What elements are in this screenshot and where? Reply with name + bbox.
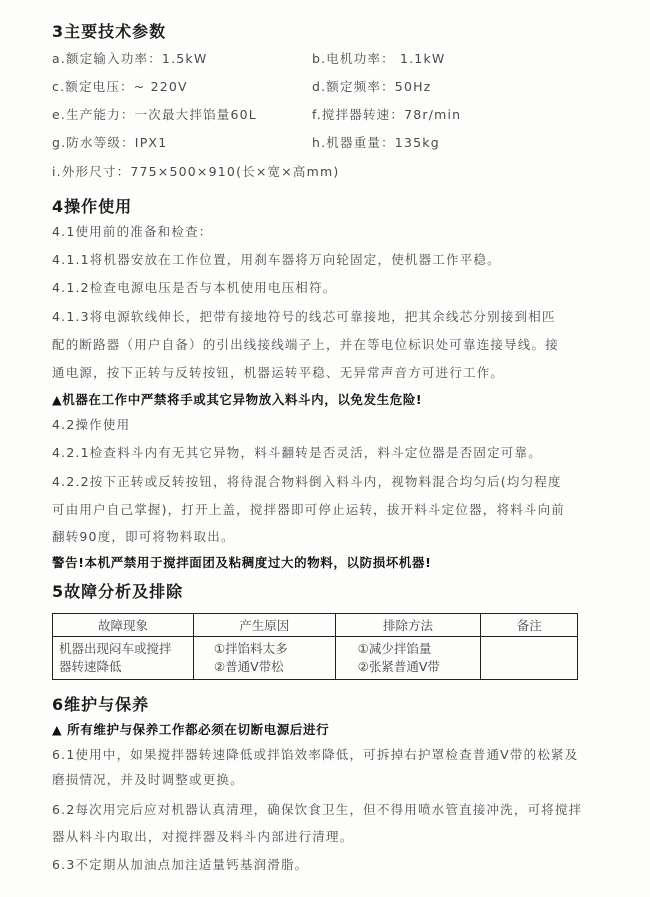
paragraph-line: 通电源，按下正转与反转按钮，机器运转平稳、无异常声音方可进行工作。 xyxy=(52,365,505,380)
warning-dough: 警告!本机严禁用于搅拌面团及粘稠度过大的物料，以防损坏机器! xyxy=(52,555,432,570)
cell-cause xyxy=(193,637,335,680)
param-h: h.机器重量：135kg xyxy=(312,135,440,150)
param-g: g.防水等级：IPX1 xyxy=(52,135,168,150)
section-6-title: 6维护与保养 xyxy=(52,695,150,714)
paragraph-line: 可由用户自己掌握)，打开上盖，搅拌器即可停止运转，拔开料斗定位器，将料斗向前 xyxy=(52,502,565,517)
paragraph-line: 磨损情况，并及时调整或更换。 xyxy=(52,772,244,787)
cell-line: 机器出现闷车或搅拌 xyxy=(59,641,172,656)
table-header-row xyxy=(53,614,578,637)
cell-line: ②张紧普通V带 xyxy=(357,659,440,674)
param-e: e.生产能力：一次最大拌馅量60L xyxy=(52,107,257,122)
cell-line: ②普通V带松 xyxy=(213,659,284,674)
param-b: b.电机功率： 1.1kW xyxy=(312,51,446,66)
paragraph-line: 6.1使用中，如果搅拌器转速降低或拌馅效率降低，可拆掉右护罩检查普通V带的松紧及 xyxy=(52,747,579,762)
table-row xyxy=(53,637,578,680)
warning-hands: ▲机器在工作中严禁将手或其它异物放入料斗内，以免发生危险! xyxy=(52,392,423,407)
paragraph-line: 4.2操作使用 xyxy=(52,417,131,432)
param-c: c.额定电压：~ 220V xyxy=(52,79,188,94)
section-3-title: 3主要技术参数 xyxy=(52,22,167,41)
paragraph-line: 4.1.1将机器安放在工作位置，用刹车器将万向轮固定，使机器工作平稳。 xyxy=(52,252,501,267)
paragraph-line: 6.2每次用完后应对机器认真清理，确保饮食卫生，但不得用喷水管直接冲洗，可将搅拌 xyxy=(52,802,583,817)
troubleshooting-table xyxy=(52,613,578,680)
cell-line: 器转速降低 xyxy=(59,659,122,674)
warning-power-off: ▲ 所有维护与保养工作都必须在切断电源后进行 xyxy=(52,722,330,737)
param-a: a.额定输入功率：1.5kW xyxy=(52,51,208,66)
paragraph-line: 4.1使用前的准备和检查： xyxy=(52,224,213,239)
cell-fix xyxy=(335,637,481,680)
cell-note xyxy=(481,637,578,680)
cell-symptom xyxy=(53,637,194,680)
header-note: 备注 xyxy=(481,614,578,637)
cell-line: ①拌馅料太多 xyxy=(213,641,288,656)
paragraph-line: 翻转90度，即可将物料取出。 xyxy=(52,529,235,544)
paragraph-line: 6.3不定期从加油点加注适量钙基润滑脂。 xyxy=(52,857,309,872)
param-f: f.搅拌器转速：78r/min xyxy=(312,107,462,122)
paragraph-line: 4.1.2检查电源电压是否与本机使用电压相符。 xyxy=(52,280,337,295)
header-cause: 产生原因 xyxy=(193,614,335,637)
section-4-title: 4操作使用 xyxy=(52,197,133,216)
header-symptom: 故障现象 xyxy=(53,614,194,637)
param-i: i.外形尺寸：775×500×910(长×宽×高mm) xyxy=(52,164,340,179)
header-fix: 排除方法 xyxy=(335,614,481,637)
paragraph-line: 配的断路器（用户自备）的引出线接线端子上，并在等电位标识处可靠连接导线。接 xyxy=(52,337,559,352)
paragraph-line: 4.2.2按下正转或反转按钮，将待混合物料倒入料斗内，视物料混合均匀后(均匀程度 xyxy=(52,474,562,489)
paragraph-line: 4.1.3将电源软线伸长，把带有接地符号的线芯可靠接地，把其余线芯分别接到相匹 xyxy=(52,309,556,324)
section-5-title: 5故障分析及排除 xyxy=(52,582,184,601)
paragraph-line: 器从料斗内取出，对搅拌器及料斗内部进行清理。 xyxy=(52,829,354,844)
paragraph-line: 4.2.1检查料斗内有无其它异物，料斗翻转是否灵活，料斗定位器是否固定可靠。 xyxy=(52,445,542,460)
param-d: d.额定频率：50Hz xyxy=(312,79,432,94)
cell-line: ①减少拌馅量 xyxy=(357,641,432,656)
